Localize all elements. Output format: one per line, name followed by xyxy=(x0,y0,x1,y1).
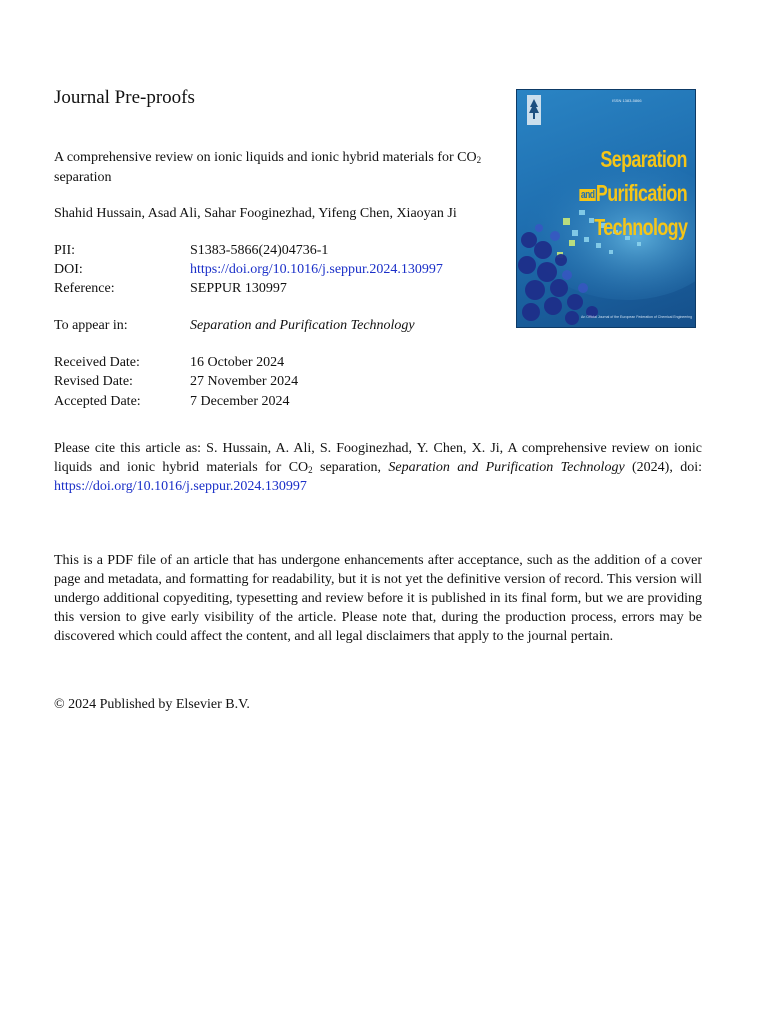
cover-title-line3: Technology xyxy=(593,214,687,240)
doi-row: DOI: https://doi.org/10.1016/j.seppur.2024.130997 xyxy=(54,262,443,277)
journal-pre-proofs-label: Journal Pre-proofs xyxy=(54,87,195,108)
authors: Shahid Hussain, Asad Ali, Sahar Fooginezhad, Yifeng Chen, Xiaoyan Ji xyxy=(54,206,457,221)
accepted-date: 7 December 2024 xyxy=(190,394,290,409)
journal-cover-image xyxy=(516,89,696,328)
citation-paragraph: Please cite this article as: S. Hussain, A. Ali, S. Fooginezhad, Y. Chen, X. Ji, A comprehensive review on ionic liquids and ionic hybrid materials for $CO_2$ separation, Separation and Purification Technology (2024), doi: https://doi.org/10.1016/j.seppur.2024.130997 xyxy=(54,441,702,494)
cover-footer: An Official Journal of the European Federation of Chemical Engineering xyxy=(581,315,693,319)
revised-date: 27 November 2024 xyxy=(190,374,299,389)
citation-doi-link[interactable]: https://doi.org/10.1016/j.seppur.2024.130997 xyxy=(54,479,307,494)
accepted-row: Accepted Date: 7 December 2024 xyxy=(54,394,290,409)
received-row: Received Date: 16 October 2024 xyxy=(54,355,285,370)
copyright: © 2024 Published by Elsevier B.V. xyxy=(54,697,250,712)
received-date: 16 October 2024 xyxy=(190,355,285,370)
appear-journal: Separation and Purification Technology xyxy=(190,318,415,333)
article-title: A comprehensive review on ionic liquids and ionic hybrid materials for $CO_2$ separation xyxy=(54,150,482,185)
pii-value: S1383-5866(24)04736-1 xyxy=(190,243,329,258)
disclaimer-paragraph: This is a PDF file of an article that has undergone enhancements after acceptance, such as the addition of a cover page and metadata, and formatting for readability, but it is not yet the definitive version of record. This version will undergo additional copyediting, typesetting and review before it is published in its final form, but we are providing this version to give early visibility of the article. Please note that, during the production process, errors may be discovered which could affect the content, and all legal disclaimers that apply to the journal pertain. xyxy=(54,553,702,644)
reference-row: Reference: SEPPUR 130997 xyxy=(54,281,287,296)
pii-row: PII: S1383-5866(24)04736-1 xyxy=(54,243,329,258)
appear-row: To appear in: Separation and Purification Technology xyxy=(54,318,415,333)
cover-title-line1: Separation xyxy=(600,146,687,172)
cover-title-line2: andPurification xyxy=(580,180,687,206)
reference-value: SEPPUR 130997 xyxy=(190,281,287,296)
cover-issn: ISSN 1383-5866 xyxy=(612,98,642,103)
doi-link[interactable]: https://doi.org/10.1016/j.seppur.2024.130997 xyxy=(190,262,443,277)
revised-row: Revised Date: 27 November 2024 xyxy=(54,374,299,389)
cover-art xyxy=(517,90,695,327)
